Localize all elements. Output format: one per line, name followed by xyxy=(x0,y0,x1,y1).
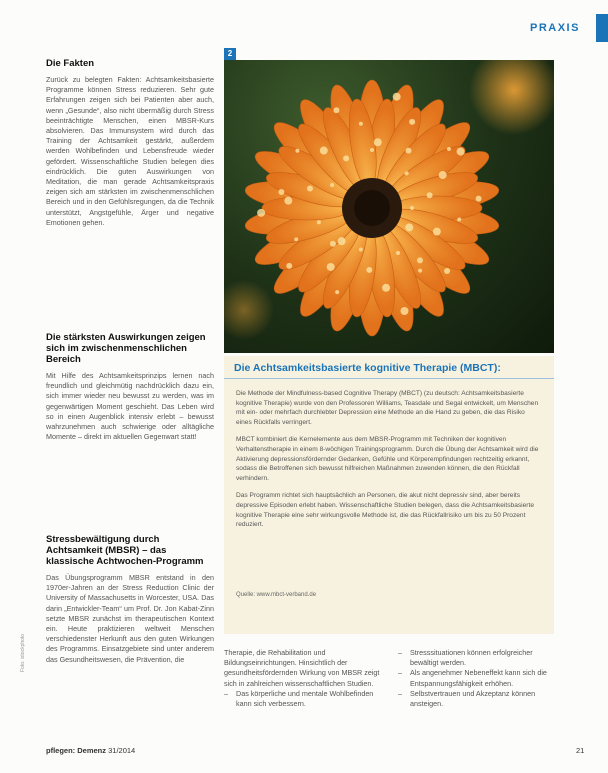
dew-drop xyxy=(327,263,335,271)
dew-drop xyxy=(330,183,334,187)
journal-issue: 31/2014 xyxy=(108,746,136,755)
bottom-column-2 xyxy=(224,648,384,709)
dew-drop xyxy=(370,148,374,152)
dew-drop xyxy=(410,206,414,210)
page-number: 21 xyxy=(576,746,585,755)
journal-name: pflegen: Demenz xyxy=(46,746,107,755)
section-label: PRAXIS xyxy=(530,22,580,34)
list-item: – Selbstvertrauen und Akzeptanz können ansteigen. xyxy=(398,689,558,709)
dew-drop xyxy=(317,220,321,224)
bottom-col2-text: Therapie, die Rehabilitation und Bildungseinrichtungen. Hinsichtlich der gesundheitsfördernden Wirkung von MBSR zeigt sich in zahlreichen wissenschaftlichen Studien. xyxy=(224,648,380,688)
mbct-paragraph-1: Die Methode der Mindfulness-based Cognitive Therapy (MBCT) (zu deutsch: Achtsamkeitsbasierte kognitive Therapie) wurde von den Professoren Williams, Teasdale und Segal entwickelt, um Menschen mit ein- oder mehrfach durchlebter Depression eine Methode an die Hand zu geben, die das Risiko eines Rückfalls verringert. xyxy=(236,390,539,426)
dew-drop xyxy=(400,307,408,315)
mbsr-text: Das Übungsprogramm MBSR entstand in den 1970er-Jahren an der Stress Reduction Clinic der University of Massachusetts in Worcester, USA. Das darin „Entwickler-Team“ um Prof. Dr. Jon Kabat-Zinn setzte MBSR zunächst im therapeutischen Kontext ein. Heute praktizieren weltweit Menschen verschiedenster Herkunft aus den guten Wirkungen des Programms. Einsatzgebiete sind unter anderem das Gesundheitswesen, die Prävention, die xyxy=(46,573,214,664)
mbsr-block xyxy=(46,534,214,665)
mbct-infobox xyxy=(224,356,554,634)
dew-drop xyxy=(405,171,409,175)
dew-drop xyxy=(427,192,433,198)
dew-drop xyxy=(335,290,339,294)
photo-credit: Foto: istockphoto xyxy=(20,633,26,672)
dew-drop xyxy=(295,149,299,153)
dew-drop xyxy=(257,209,265,217)
dew-drop xyxy=(333,107,339,113)
list-item: – Stresssituationen können erfolgreicher bewältigt werden. xyxy=(398,648,558,668)
dew-drop xyxy=(393,93,401,101)
impact-block xyxy=(46,332,214,442)
dew-drop xyxy=(405,223,413,231)
mbct-paragraph-3: Das Programm richtet sich hauptsächlich an Personen, die akut nicht depressiv sind, aber bereits depressive Episoden erlebt haben. Wissenschaftliche Studien belegen, dass die Achtsamkeitsbasierte kognitive Therapie eine sehr wirkungsvolle Methode ist, die das Rückfallrisiko um bis zu 50 Prozent reduziert. xyxy=(236,492,534,529)
dew-drop xyxy=(457,148,465,156)
dew-drop xyxy=(320,147,328,155)
dew-drop xyxy=(382,284,390,292)
dew-drop xyxy=(476,196,482,202)
list-item: – Als angenehmer Nebeneffekt kann sich die Entspannungsfähigkeit erhöhen. xyxy=(398,668,558,688)
footer-journal xyxy=(46,746,135,755)
mbct-paragraph-2: MBCT kombiniert die Kernelemente aus dem MBSR-Programm mit Techniken der kognitiven Verhaltenstherapie in einem 8-wöchigen Trainingsprogramm. Durch die Übung der Achtsamkeit wird die Aktivierung depressionsfördernder Gedanken, Gefühle und Körperempfindungen rechtzeitig erkannt, sodass die Betroffenen sich bewusst hilfreichen Maßnahmen zuwenden können, die den Rückfall verhindern. xyxy=(236,436,539,482)
dew-drop xyxy=(444,268,450,274)
dew-drop xyxy=(409,119,415,125)
dew-drop xyxy=(457,217,461,221)
dew-drop xyxy=(278,189,284,195)
dew-drop xyxy=(294,237,298,241)
dew-drop xyxy=(374,138,382,146)
dew-drop xyxy=(343,155,349,161)
mbct-title: Die Achtsamkeitsbasierte kognitive Therapie (MBCT): xyxy=(224,356,554,379)
dew-drop xyxy=(396,251,400,255)
facts-heading: Die Fakten xyxy=(46,58,95,69)
dew-drop xyxy=(284,197,292,205)
facts-text: Zurück zu belegten Fakten: Achtsamkeitsbasierte Programme können Stress reduzieren. Sehr gute Erfahrungen zeigen sich bei Patienten aber auch, wenn „Gesunde“, also nicht übermäßig durch Stress beeinträchtigte Menschen, einen MBSR-Kurs absolvieren. Das Immunsystem wird durch das Training der Achtsamkeit gestärkt, außerdem werden Wohlbefinden und Lebensfreude wieder gefördert. Wissenschaftliche Studien belegen dies eindrücklich. Die guten Auswirkungen von Meditation, die man gerade Achtsamkeitspraxis zeigen sich am stärksten im zwischenmenschlichen Bereich und in den Gefühlsregungen, da die Technik unterstützt, Angstgefühle, Ärger und negative Emotionen gehen. xyxy=(46,75,214,227)
dew-drop xyxy=(439,171,447,179)
list-item: – Das körperliche und mentale Wohlbefinden kann sich verbessern. xyxy=(224,689,384,709)
mbct-source-link[interactable]: Quelle: www.mbct-verband.de xyxy=(236,592,317,598)
dew-drop xyxy=(338,237,346,245)
dew-drop xyxy=(418,269,422,273)
dew-drop xyxy=(433,228,441,236)
dew-drop xyxy=(417,257,423,263)
dew-drop xyxy=(359,122,363,126)
dew-drop xyxy=(447,147,451,151)
dew-drop xyxy=(406,148,412,154)
flower-illustration xyxy=(224,60,554,353)
facts-block xyxy=(46,58,214,228)
impact-heading: Die stärksten Auswirkungen zeigen sich im zwischenmenschlichen Bereich xyxy=(46,332,206,365)
mbsr-heading: Stressbewältigung durch Achtsamkeit (MBSR) – das klassische Achtwochen-Programm xyxy=(46,534,204,567)
dew-drop xyxy=(286,263,292,269)
figure-number: 2 xyxy=(224,48,236,60)
dew-drop xyxy=(307,185,313,191)
impact-text: Mit Hilfe des Achtsamkeitsprinzips lernen nach freundlich und gleichmütig nachdrücklich dazu ein, sich immer wieder neu bewusst zu werden, was im gegenwärtigen Moment geschieht. Das Leben wird so in einen Augenblick intensiv erlebt – bewusst wahrzunehmen auch schwierige oder alltägliche Momente – direkt im aktuellen Gegenwart statt! xyxy=(46,371,214,442)
dew-drop xyxy=(330,241,336,247)
flower-photo xyxy=(224,60,554,353)
bottom-column-3 xyxy=(398,648,558,709)
dew-drop xyxy=(359,248,363,252)
section-tab xyxy=(596,14,608,42)
dew-drop xyxy=(366,267,372,273)
